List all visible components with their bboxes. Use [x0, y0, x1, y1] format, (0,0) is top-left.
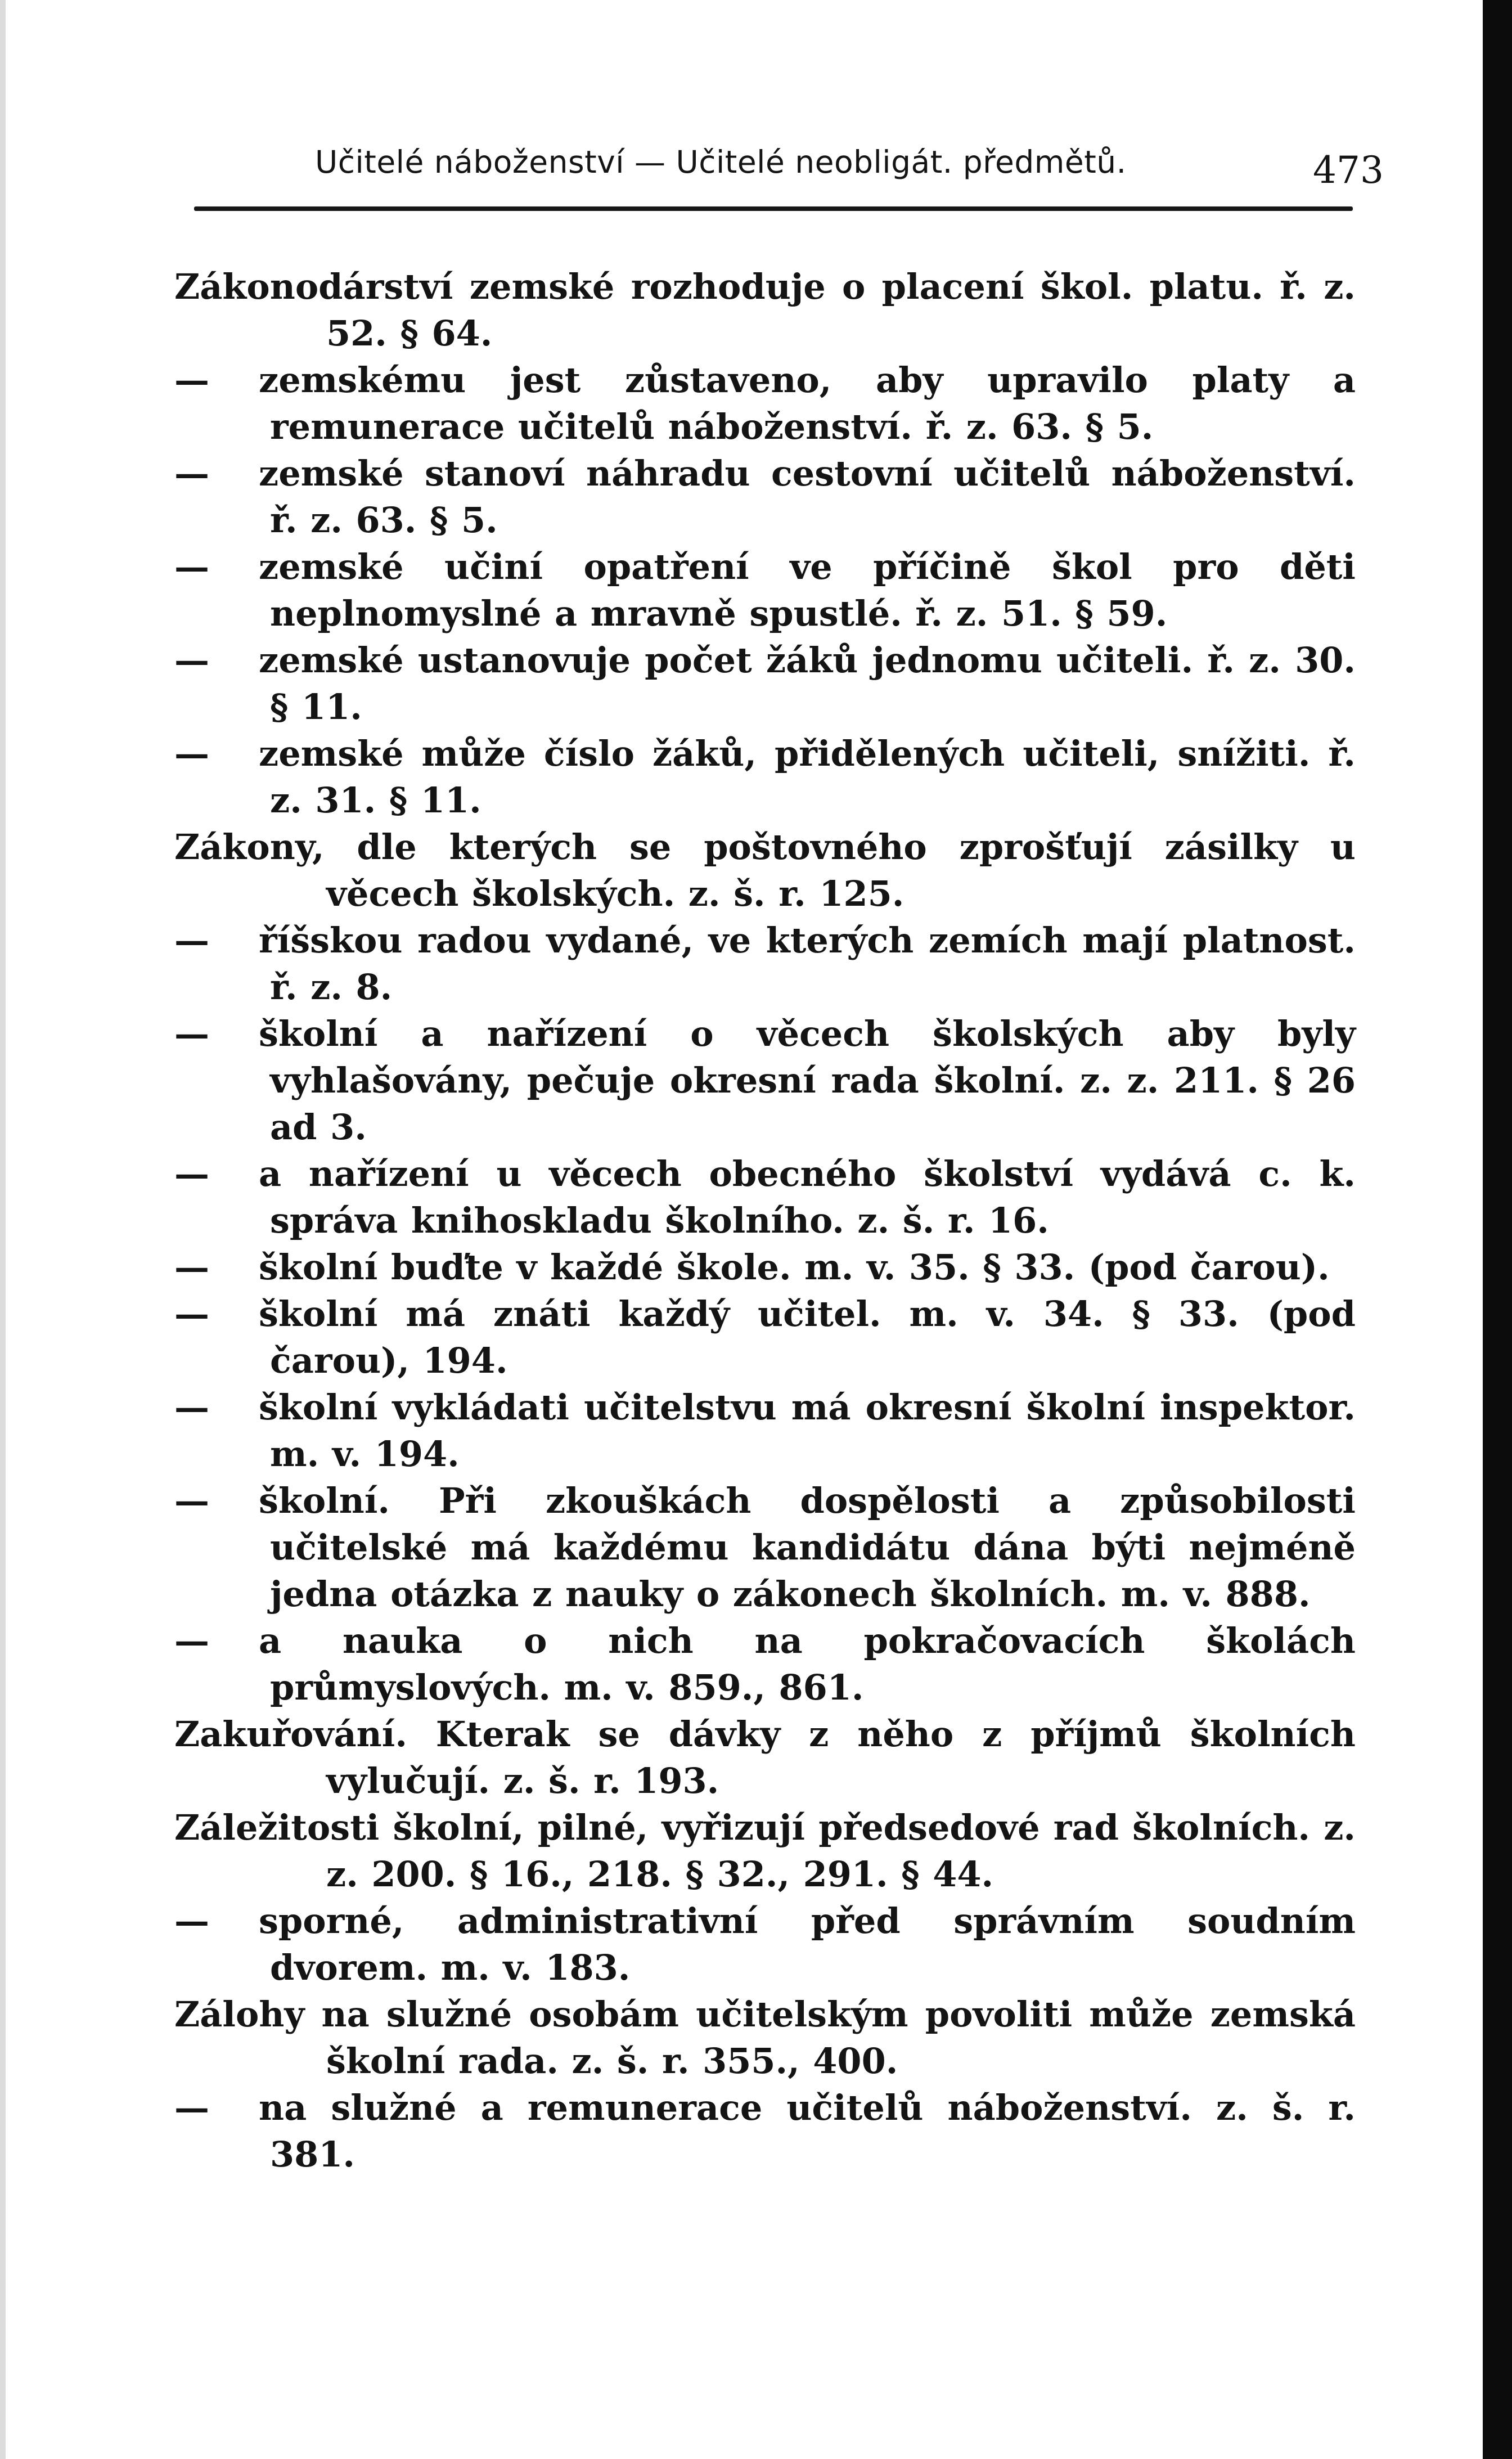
- entry-text: a nauka o nich na pokračovacích školách průmyslových. m. v. 859., 861.: [259, 1620, 1356, 1708]
- index-subentry: [174, 357, 1356, 450]
- subentry-dash: —: [174, 1247, 209, 1288]
- entry-text: říšskou radou vydané, ve kterých zemích mají platnost. ř. z. 8.: [259, 920, 1356, 1008]
- index-entry-zalezitosti: [174, 1804, 1356, 1898]
- subentry-dash: —: [174, 1480, 209, 1521]
- subentry-dash: —: [174, 733, 209, 774]
- entry-text: školní má znáti každý učitel. m. v. 34. § 33. (pod čarou), 194.: [259, 1293, 1356, 1381]
- index-entry-zalohy: [174, 1991, 1356, 2084]
- index-subentry: [174, 2084, 1356, 2178]
- entry-text: zemské ustanovuje počet žáků jednomu učiteli. ř. z. 30. § 11.: [259, 640, 1356, 727]
- entry-text: na služné a remunerace učitelů náboženství. z. š. r. 381.: [259, 2087, 1356, 2175]
- subentry-dash: —: [174, 640, 209, 681]
- index-subentry: [174, 1384, 1356, 1477]
- entry-text: Zákonodárství zemské rozhoduje o placení škol. platu. ř. z. 52. § 64.: [174, 266, 1356, 354]
- index-entries: [174, 263, 1356, 2178]
- subentry-dash: —: [174, 1153, 209, 1194]
- entry-text: zemské učiní opatření ve příčině škol pro děti neplnomyslné a mravně spustlé. ř. z. 51. § 59.: [259, 546, 1356, 634]
- entry-text: zemskému jest zůstaveno, aby upravilo platy a remunerace učitelů náboženství. ř. z. 63. § 5.: [259, 359, 1356, 447]
- index-subentry: [174, 1244, 1356, 1291]
- index-subentry: [174, 1477, 1356, 1617]
- index-subentry: [174, 917, 1356, 1010]
- page-edge-right: [1483, 0, 1512, 2459]
- page-header: [315, 144, 1384, 192]
- index-entry-zakurovani: [174, 1711, 1356, 1804]
- entry-text: sporné, administrativní před správním soudním dvorem. m. v. 183.: [259, 1900, 1356, 1988]
- subentry-dash: —: [174, 1900, 209, 1941]
- index-subentry: [174, 730, 1356, 824]
- subentry-dash: —: [174, 359, 209, 401]
- entry-text: školní vykládati učitelstvu má okresní školní inspektor. m. v. 194.: [259, 1387, 1356, 1474]
- entry-text: zemské může číslo žáků, přidělených učiteli, snížiti. ř. z. 31. § 11.: [259, 733, 1356, 821]
- entry-text: Záležitosti školní, pilné, vyřizují předsedové rad školních. z. z. 200. § 16., 218. § 32., 291. § 44.: [174, 1807, 1356, 1895]
- page-edge-left: [0, 0, 6, 2459]
- index-subentry: [174, 1898, 1356, 1991]
- index-subentry: [174, 1150, 1356, 1244]
- index-subentry: [174, 1010, 1356, 1150]
- entry-text: Zálohy na služné osobám učitelským povoliti může zemská školní rada. z. š. r. 355., 400.: [174, 1994, 1356, 2082]
- page-number: 473: [1313, 149, 1384, 192]
- subentry-dash: —: [174, 1620, 209, 1661]
- subentry-dash: —: [174, 2087, 209, 2128]
- entry-text: zemské stanoví náhradu cestovní učitelů náboženství. ř. z. 63. § 5.: [259, 453, 1356, 541]
- entry-text: školní. Při zkouškách dospělosti a způsobilosti učitelské má každému kandidátu dána býti nejméně jedna otázka z nauky o zákonech školních. m. v. 888.: [259, 1480, 1356, 1615]
- subentry-dash: —: [174, 546, 209, 587]
- index-subentry: [174, 450, 1356, 543]
- entry-text: a nařízení u věcech obecného školství vydává c. k. správa knihoskladu školního. z. š. r. 16.: [259, 1153, 1356, 1241]
- index-subentry: [174, 1291, 1356, 1384]
- entry-text: Zákony, dle kterých se poštovného zprošťují zásilky u věcech školských. z. š. r. 125.: [174, 826, 1356, 914]
- running-title: Učitelé náboženství — Učitelé neobligát. předmětů.: [315, 144, 1127, 180]
- subentry-dash: —: [174, 453, 209, 494]
- entry-text: školní a nařízení o věcech školských aby byly vyhlašovány, pečuje okresní rada školní. z. z. 211. § 26 ad 3.: [259, 1013, 1356, 1148]
- entry-text: školní buďte v každé škole. m. v. 35. § 33. (pod čarou).: [259, 1247, 1330, 1288]
- index-subentry: [174, 543, 1356, 637]
- subentry-dash: —: [174, 920, 209, 961]
- header-rule: [194, 206, 1353, 211]
- index-subentry: [174, 1617, 1356, 1711]
- subentry-dash: —: [174, 1293, 209, 1334]
- index-subentry: [174, 637, 1356, 730]
- index-entry-zakony: [174, 824, 1356, 917]
- index-entry-zakonodarstvi: [174, 263, 1356, 357]
- entry-text: Zakuřování. Kterak se dávky z něho z příjmů školních vylučují. z. š. r. 193.: [174, 1714, 1356, 1801]
- subentry-dash: —: [174, 1387, 209, 1428]
- subentry-dash: —: [174, 1013, 209, 1054]
